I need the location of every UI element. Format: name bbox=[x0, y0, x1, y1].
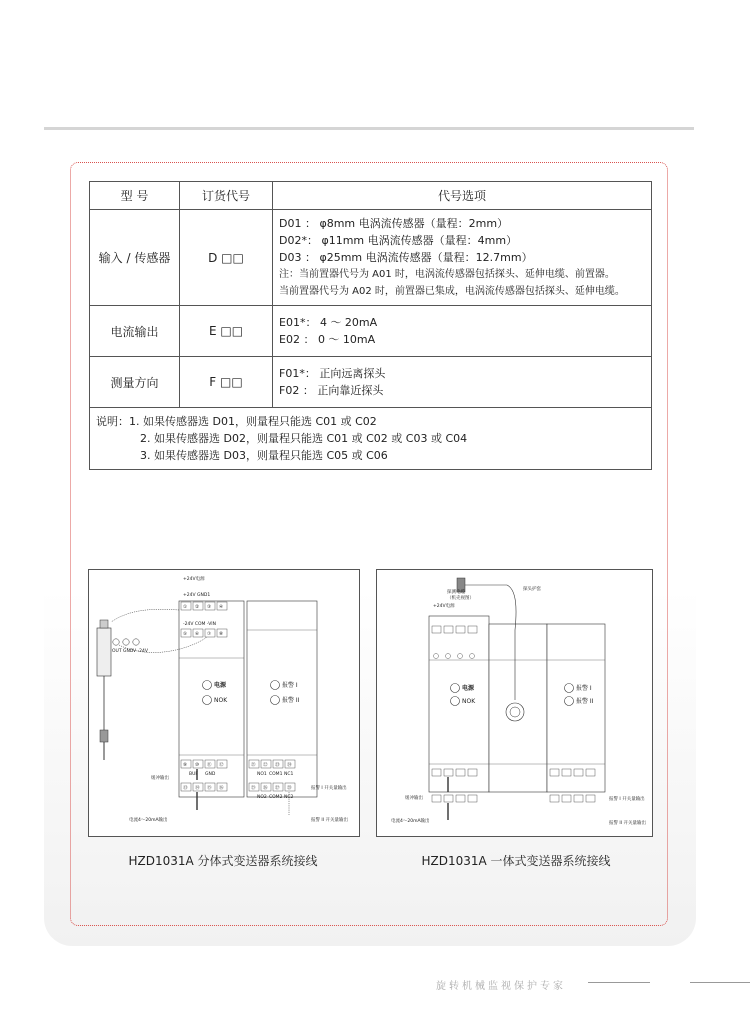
option-line: D03 ： φ25mm 电涡流传感器（量程：12.7mm） bbox=[279, 251, 533, 264]
relay1-output-label: 报警 I 开关量输出 bbox=[311, 786, 347, 791]
relay1-output-label: 报警 I 开关量输出 bbox=[609, 797, 645, 802]
footer-rule bbox=[588, 982, 650, 983]
power-led-icon bbox=[451, 684, 460, 693]
option-note: 注：当前置器代号为 A01 时，电涡流传感器包括探头、延伸电缆、前置器。 bbox=[279, 269, 615, 280]
transmitter-body bbox=[429, 616, 489, 792]
power-label: +24V电源 bbox=[433, 604, 455, 609]
integrated-transmitter-wiring-diagram bbox=[376, 569, 653, 837]
gnd1-label: GND1 bbox=[197, 593, 211, 598]
terminal-label: ⑥ bbox=[195, 632, 200, 637]
terminal-label: ㉑ bbox=[251, 763, 256, 768]
no2-label: NO2 bbox=[257, 795, 267, 800]
row-name: 电流输出 bbox=[90, 306, 180, 357]
nok-led-icon bbox=[203, 696, 212, 705]
alarm1-label: 报警 I bbox=[576, 685, 592, 692]
relay2-output-label: 报警 II 开关量输出 bbox=[609, 821, 647, 826]
header-options: 代号选项 bbox=[273, 182, 652, 210]
relay2-output-label: 报警 II 开关量输出 bbox=[311, 818, 349, 823]
footer-rule-right bbox=[690, 982, 750, 983]
remark-line: 说明：1. 如果传感器选 D01，则量程只能选 C01 或 C02 bbox=[96, 415, 377, 428]
order-code-table bbox=[89, 181, 652, 470]
terminal-label: ⑩ bbox=[195, 763, 200, 768]
option-line: E02 ： 0 ～ 10mA bbox=[279, 333, 376, 346]
buf-label: BUF bbox=[189, 772, 198, 777]
option-line: D01 ： φ8mm 电涡流传感器（量程：2mm） bbox=[279, 217, 509, 230]
terminal-label: ㉗ bbox=[275, 786, 280, 791]
terminal-label: ⑨ bbox=[183, 763, 188, 768]
alarm1-led-icon bbox=[271, 681, 280, 690]
table-header-row bbox=[90, 182, 652, 210]
nc2-label: NC2 bbox=[284, 795, 294, 800]
option-line: F01*： 正向远离探头 bbox=[279, 367, 386, 380]
terminal-label: ④ bbox=[219, 605, 224, 610]
row-options bbox=[273, 210, 652, 306]
gnd-label: GND bbox=[123, 649, 134, 654]
probe-guard-label: 探头护套 bbox=[523, 587, 541, 592]
header-model: 型 号 bbox=[90, 182, 180, 210]
option-line: E01*： 4 ～ 20mA bbox=[279, 316, 378, 329]
terminal-label: ⑯ bbox=[219, 786, 224, 791]
nok-led-icon bbox=[451, 697, 460, 706]
alarm1-label: 报警 I bbox=[282, 682, 298, 689]
v-label: V -24V bbox=[133, 649, 148, 654]
row-options bbox=[273, 306, 652, 357]
current-output-label: 电流4～20mA输出 bbox=[129, 818, 168, 823]
row-code: E □□ bbox=[180, 306, 273, 357]
header-order-code: 订货代号 bbox=[180, 182, 273, 210]
current-output-label: 电流4～20mA输出 bbox=[391, 819, 430, 824]
terminal-label: ⑬ bbox=[183, 786, 188, 791]
com1-label: COM1 bbox=[269, 772, 283, 777]
terminal-label: ㉔ bbox=[287, 763, 292, 768]
led-nok-label: NOK bbox=[462, 698, 476, 705]
remarks bbox=[90, 408, 652, 470]
led-power-label: 电源 bbox=[214, 682, 227, 689]
probe-cable-label: 探测电缆 bbox=[447, 590, 465, 595]
terminal-label: ㉕ bbox=[251, 786, 256, 791]
terminal-label: ㉘ bbox=[287, 786, 292, 791]
terminal-label: ⑦ bbox=[207, 632, 212, 637]
row-code: F □□ bbox=[180, 357, 273, 408]
com-label: -24V COM -VIN bbox=[183, 622, 216, 627]
option-line: D02*： φ11mm 电涡流传感器（量程：4mm） bbox=[279, 234, 518, 247]
led-power-label: 电源 bbox=[462, 685, 475, 692]
led-nok-label: NOK bbox=[214, 697, 228, 704]
p24-label: +24V bbox=[183, 593, 196, 598]
terminal-label: ③ bbox=[207, 605, 212, 610]
alarm2-led-icon bbox=[271, 696, 280, 705]
split-transmitter-wiring-diagram bbox=[88, 569, 360, 837]
power-led-icon bbox=[203, 681, 212, 690]
alarm2-label: 报警 II bbox=[282, 697, 300, 704]
terminal-label: ⑧ bbox=[219, 632, 224, 637]
buffer-output-label: 缓冲输出 bbox=[151, 776, 169, 781]
probe-cable-sublabel: （机壳视图） bbox=[447, 596, 474, 601]
row-name: 输入 / 传感器 bbox=[90, 210, 180, 306]
row-options bbox=[273, 357, 652, 408]
alarm2-label: 报警 II bbox=[576, 698, 594, 705]
nc1-label: NC1 bbox=[284, 772, 294, 777]
table-row bbox=[90, 357, 652, 408]
buffer-output-label: 缓冲输出 bbox=[405, 796, 423, 801]
com2-label: COM2 bbox=[269, 795, 283, 800]
row-code: D □□ bbox=[180, 210, 273, 306]
table-row bbox=[90, 210, 652, 306]
no1-label: NO1 bbox=[257, 772, 267, 777]
terminal-label: ② bbox=[195, 605, 200, 610]
option-line: F02 ： 正向靠近探头 bbox=[279, 384, 384, 397]
remark-line: 3. 如果传感器选 D03，则量程只能选 C05 或 C06 bbox=[140, 449, 388, 462]
terminal-label: ⑮ bbox=[207, 786, 212, 791]
terminal-label: ⑪ bbox=[207, 763, 212, 768]
power-label: +24V电源 bbox=[183, 577, 205, 582]
terminal-label: ㉒ bbox=[263, 763, 268, 768]
table-row bbox=[90, 306, 652, 357]
terminal-label: ㉓ bbox=[275, 763, 280, 768]
proximitor-icon bbox=[97, 628, 111, 676]
alarm1-led-icon bbox=[565, 684, 574, 693]
gnd2-label: GND bbox=[205, 772, 216, 777]
terminal-label: ⑫ bbox=[219, 763, 224, 768]
integrated-diagram-caption: HZD1031A 一体式变送器系统接线 bbox=[421, 854, 611, 868]
terminal-label: ⑤ bbox=[183, 632, 188, 637]
alarm-module-body bbox=[547, 624, 605, 792]
table-remarks-row bbox=[90, 408, 652, 470]
split-diagram-caption: HZD1031A 分体式变送器系统接线 bbox=[128, 854, 318, 868]
terminal-label: ① bbox=[183, 605, 188, 610]
out-label: OUT bbox=[112, 649, 122, 654]
footer-slogan: 旋转机械监视保护专家 bbox=[436, 981, 566, 992]
option-note: 当前置器代号为 A02 时，前置器已集成，电涡流传感器包括探头、延伸电缆。 bbox=[279, 286, 625, 297]
terminal-label: ㉖ bbox=[263, 786, 268, 791]
probe-icon bbox=[100, 730, 108, 742]
row-name: 测量方向 bbox=[90, 357, 180, 408]
top-rule bbox=[44, 127, 694, 130]
alarm2-led-icon bbox=[565, 697, 574, 706]
terminal-label: ⑭ bbox=[195, 786, 200, 791]
remark-line: 2. 如果传感器选 D02，则量程只能选 C01 或 C02 或 C03 或 C04 bbox=[140, 432, 468, 445]
